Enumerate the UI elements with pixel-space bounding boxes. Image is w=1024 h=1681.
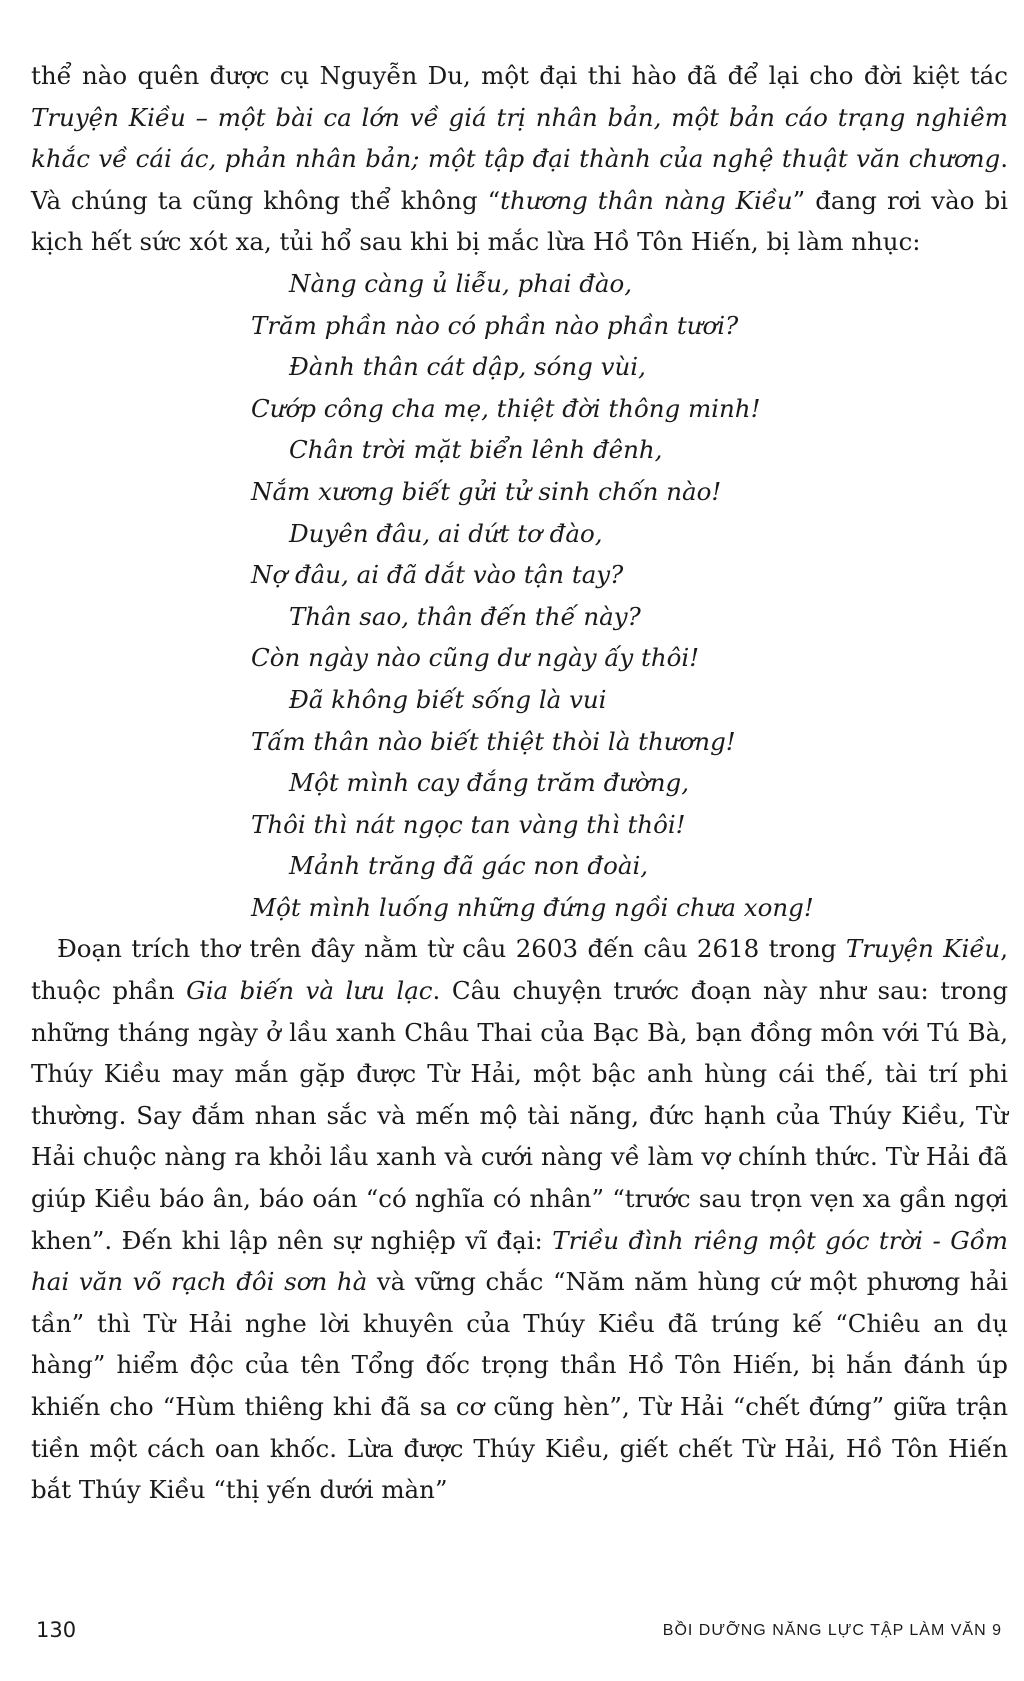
poem-line: Duyên đâu, ai dứt tơ đào,	[289, 518, 603, 548]
paragraph-intro	[31, 55, 1008, 263]
italic-text: Triều đình riêng một góc trời - Gồm hai văn võ rạch đôi sơn hà	[31, 1225, 1009, 1297]
text-span: và vững chắc “Năm năm hùng cứ một phương hải tần” thì Từ Hải nghe lời khuyên của Thúy Kiều đã trúng kế “Chiêu an dụ hàng” hiểm độc của tên Tổng đốc trọng thần Hồ Tôn Hiến, bị hắn đánh úp khiến cho “Hùm thiêng khi đã sa cơ cũng hèn”, Từ Hải “chết đứng” giữa trận tiền một cách oan khốc. Lừa được Thúy Kiều, giết chết Từ Hải, Hồ Tôn Hiến bắt Thúy Kiều “thị yến dưới màn”	[31, 1267, 1009, 1505]
poem-line: Tấm thân nào biết thiệt thòi là thương!	[251, 726, 736, 756]
poem-line: Một mình luống những đứng ngồi chưa xong!	[251, 892, 814, 922]
poem-excerpt	[31, 263, 1008, 929]
text-span: . Và chúng ta cũng không thể không “	[31, 144, 1008, 215]
text-span: thể nào quên được cụ Nguyễn Du, một đại thi hào đã để lại cho đời kiệt tác	[31, 61, 1008, 90]
poem-line: Một mình cay đắng trăm đường,	[289, 768, 690, 798]
italic-text: Truyện Kiều	[845, 934, 1001, 964]
text-span: , thuộc phần	[31, 934, 1009, 1006]
paragraph-analysis	[31, 928, 1008, 1510]
italic-text: Truyện Kiều – một bài ca lớn về giá trị nhân bản, một bản cáo trạng nghiêm khắc về cái ác, phản nhân bản; một tập đại thành của nghệ thuật văn chương	[31, 102, 1008, 174]
poem-line: Nắm xương biết gửi tử sinh chốn nào!	[251, 476, 722, 506]
italic-text: Gia biến và lưu lạc	[186, 976, 433, 1006]
poem-line: Trăm phần nào có phần nào phần tươi?	[251, 310, 739, 340]
poem-line: Đã không biết sống là vui	[289, 684, 607, 714]
poem-line: Thôi thì nát ngọc tan vàng thì thôi!	[251, 809, 686, 839]
text-span: . Câu chuyện trước đoạn này như sau: trong những tháng ngày ở lầu xanh Châu Thai của Bạc Bà, bạn đồng môn với Tú Bà, Thúy Kiều may mắn gặp được Từ Hải, một bậc anh hùng cái thế, tài trí phi thường. Say đắm nhan sắc và mến mộ tài năng, đức hạnh của Thúy Kiều, Từ Hải chuộc nàng ra khỏi lầu xanh và cưới nàng về làm vợ chính thức. Từ Hải đã giúp Kiều báo ân, báo oán “có nghĩa có nhân” “trước sau trọn vẹn xa gần ngợi khen”. Đến khi lập nên sự nghiệp vĩ đại:	[31, 976, 1009, 1255]
page-number: 130	[36, 1618, 77, 1642]
poem-line: Nàng càng ủ liễu, phai đào,	[289, 268, 633, 298]
poem-line: Nợ đâu, ai đã dắt vào tận tay?	[251, 560, 624, 590]
page-footer	[0, 1618, 1024, 1648]
body-text	[31, 55, 1008, 1511]
poem-line: Cướp công cha mẹ, thiệt đời thông minh!	[251, 393, 761, 423]
running-title: BỒI DƯỠNG NĂNG LỰC TẬP LÀM VĂN 9	[662, 1622, 1002, 1639]
poem-line: Chân trời mặt biển lênh đênh,	[289, 435, 663, 465]
text-span: Đoạn trích thơ trên đây nằm từ câu 2603 đến câu 2618 trong	[57, 934, 846, 964]
poem-line: Đành thân cát dập, sóng vùi,	[289, 352, 646, 382]
poem-line: Mảnh trăng đã gác non đoài,	[289, 851, 649, 881]
poem-line: Thân sao, thân đến thế này?	[289, 601, 641, 631]
text-span: ” đang rơi vào bi kịch hết sức xót xa, tủi hổ sau khi bị mắc lừa Hồ Tôn Hiến, bị làm nhục:	[31, 185, 1008, 257]
italic-text: thương thân nàng Kiều	[500, 185, 793, 215]
poem-line: Còn ngày nào cũng dư ngày ấy thôi!	[251, 643, 700, 673]
